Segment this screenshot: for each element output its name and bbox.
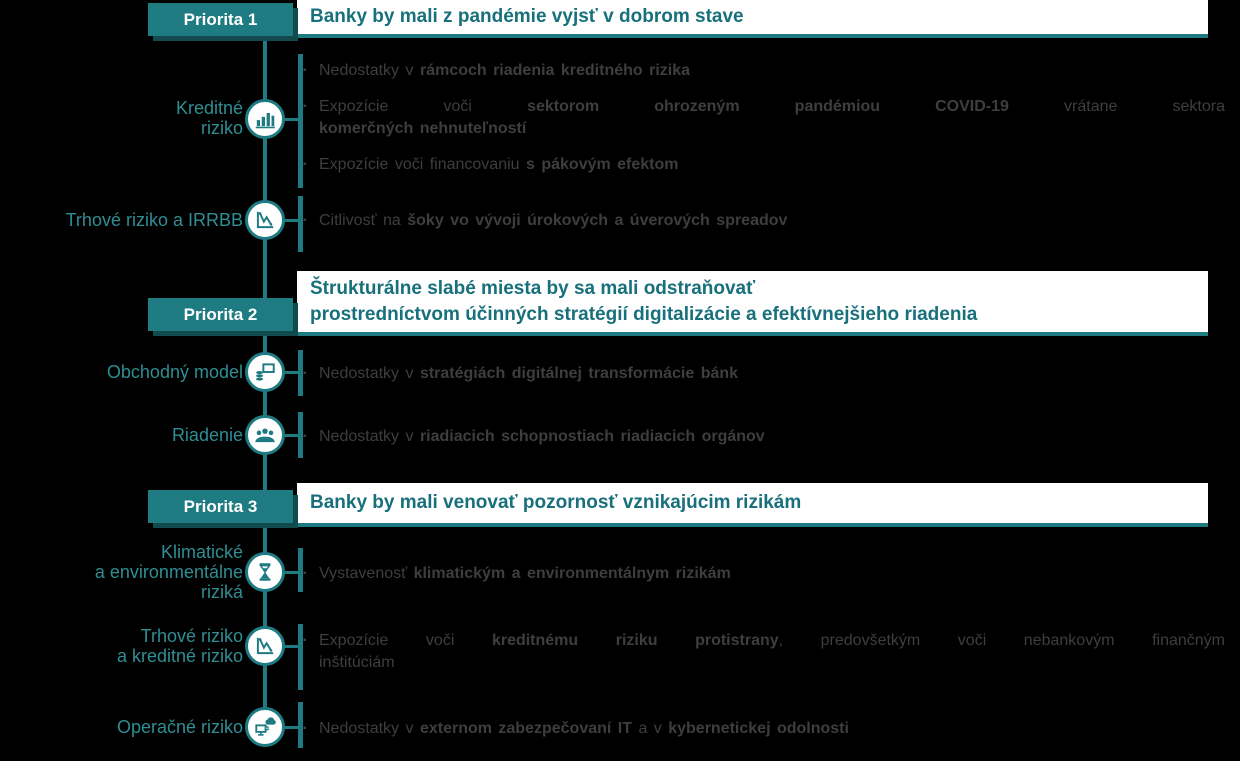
bullet-text (319, 60, 1225, 82)
bullet-list-operational-risk (303, 718, 1225, 740)
priority-1-badge (148, 3, 293, 36)
risk-label-market-risk-irrbb: Trhové riziko a IRRBB (65, 210, 243, 230)
bullet-line: Nedostatky v rámcoch riadenia kreditného rizika (319, 62, 691, 79)
bullet-item (303, 563, 1225, 585)
bullet-line: Nedostatky v externom zabezpečovaní IT a v kybernetickej odolnosti (319, 720, 849, 737)
risk-label-operational-risk: Operačné riziko (116, 717, 243, 737)
bullet-item (303, 96, 1225, 140)
bar-chart-icon (245, 99, 285, 139)
priority-2-badge (148, 298, 293, 331)
bullet-list-climate-environmental (303, 563, 1225, 585)
risk-label-climate-environmental: Klimatické a environmentálne riziká (94, 542, 243, 602)
bullet-item (303, 426, 1225, 448)
risk-label-business-model: Obchodný model (106, 362, 243, 382)
bullet-text (319, 718, 1225, 740)
risk-label-credit-risk: Kreditné riziko (175, 98, 243, 138)
priority-2-headline-line1: Štrukturálne slabé miesta by sa mali odstraňovať (310, 277, 756, 299)
bullet-marker: ▪ (303, 159, 307, 170)
bullet-line: Vystavenosť klimatickým a environmentálnym rizikám (319, 565, 731, 582)
bullet-line: Nedostatky v riadiacich schopnostiach riadiacich orgánov (319, 428, 765, 445)
bullet-text (319, 363, 1225, 385)
bullet-marker: ▪ (303, 568, 307, 579)
bullet-text (319, 630, 1225, 674)
bullet-item (303, 210, 1225, 232)
bullet-text (319, 154, 1225, 176)
priority-2-headline-line2: prostredníctvom účinných stratégií digitalizácie a efektívnejšieho riadenia (310, 303, 978, 325)
bullet-item (303, 60, 1225, 82)
bullet-marker: ▪ (303, 431, 307, 442)
people-icon (245, 415, 285, 455)
bullet-marker: ▪ (303, 65, 307, 76)
priority-3-badge-label: Priorita 3 (183, 496, 258, 516)
bullet-list-governance (303, 426, 1225, 448)
bullet-marker: ▪ (303, 723, 307, 734)
line-chart-icon (245, 200, 285, 240)
bullet-line: Expozície voči kreditnému riziku protistrany, predovšetkým voči nebankovým finančným (319, 632, 1225, 649)
bullet-item (303, 630, 1225, 674)
line-chart-icon (245, 626, 285, 666)
risk-label-governance: Riadenie (171, 425, 243, 445)
priority-1-badge-label: Priorita 1 (183, 9, 258, 29)
bullet-item (303, 154, 1225, 176)
bullet-marker: ▪ (303, 215, 307, 226)
bullet-line: Expozície voči sektorom ohrozeným pandémiou COVID-19 vrátane sektora (319, 98, 1225, 115)
bullet-list-business-model (303, 363, 1225, 385)
priority-3-header (297, 483, 1208, 527)
bullet-text (319, 96, 1225, 140)
bullet-line: komerčných nehnuteľností (319, 120, 527, 137)
bullet-line: inštitúciám (319, 654, 395, 671)
priority-1-header (297, 0, 1208, 38)
hourglass-icon (245, 552, 285, 592)
priority-2-badge-label: Priorita 2 (183, 304, 258, 324)
bullet-marker: ▪ (303, 101, 307, 112)
priority-3-badge (148, 490, 293, 523)
bullet-item (303, 363, 1225, 385)
cloud-monitor-icon (245, 707, 285, 747)
priority-3-headline: Banky by mali venovať pozornosť vznikajúcim rizikám (310, 492, 802, 513)
bullet-line: Expozície voči financovaniu s pákovým efektom (319, 156, 679, 173)
bullet-line: Nedostatky v stratégiách digitálnej transformácie bánk (319, 365, 739, 382)
risk-label-market-credit-risk: Trhové riziko a kreditné riziko (116, 626, 243, 666)
priority-2-header (297, 271, 1208, 336)
bullet-text (319, 563, 1225, 585)
bullet-list-market-credit-risk (303, 630, 1225, 674)
bullet-text (319, 210, 1225, 232)
bullet-line: Citlivosť na šoky vo vývoji úrokových a úverových spreadov (319, 212, 788, 229)
coins-screen-icon (245, 352, 285, 392)
bullet-list-credit-risk (303, 60, 1225, 176)
bullet-marker: ▪ (303, 368, 307, 379)
bullet-marker: ▪ (303, 635, 307, 646)
bullet-text (319, 426, 1225, 448)
priority-1-headline: Banky by mali z pandémie vyjsť v dobrom stave (310, 6, 744, 27)
bullet-item (303, 718, 1225, 740)
bullet-list-market-risk-irrbb (303, 210, 1225, 232)
